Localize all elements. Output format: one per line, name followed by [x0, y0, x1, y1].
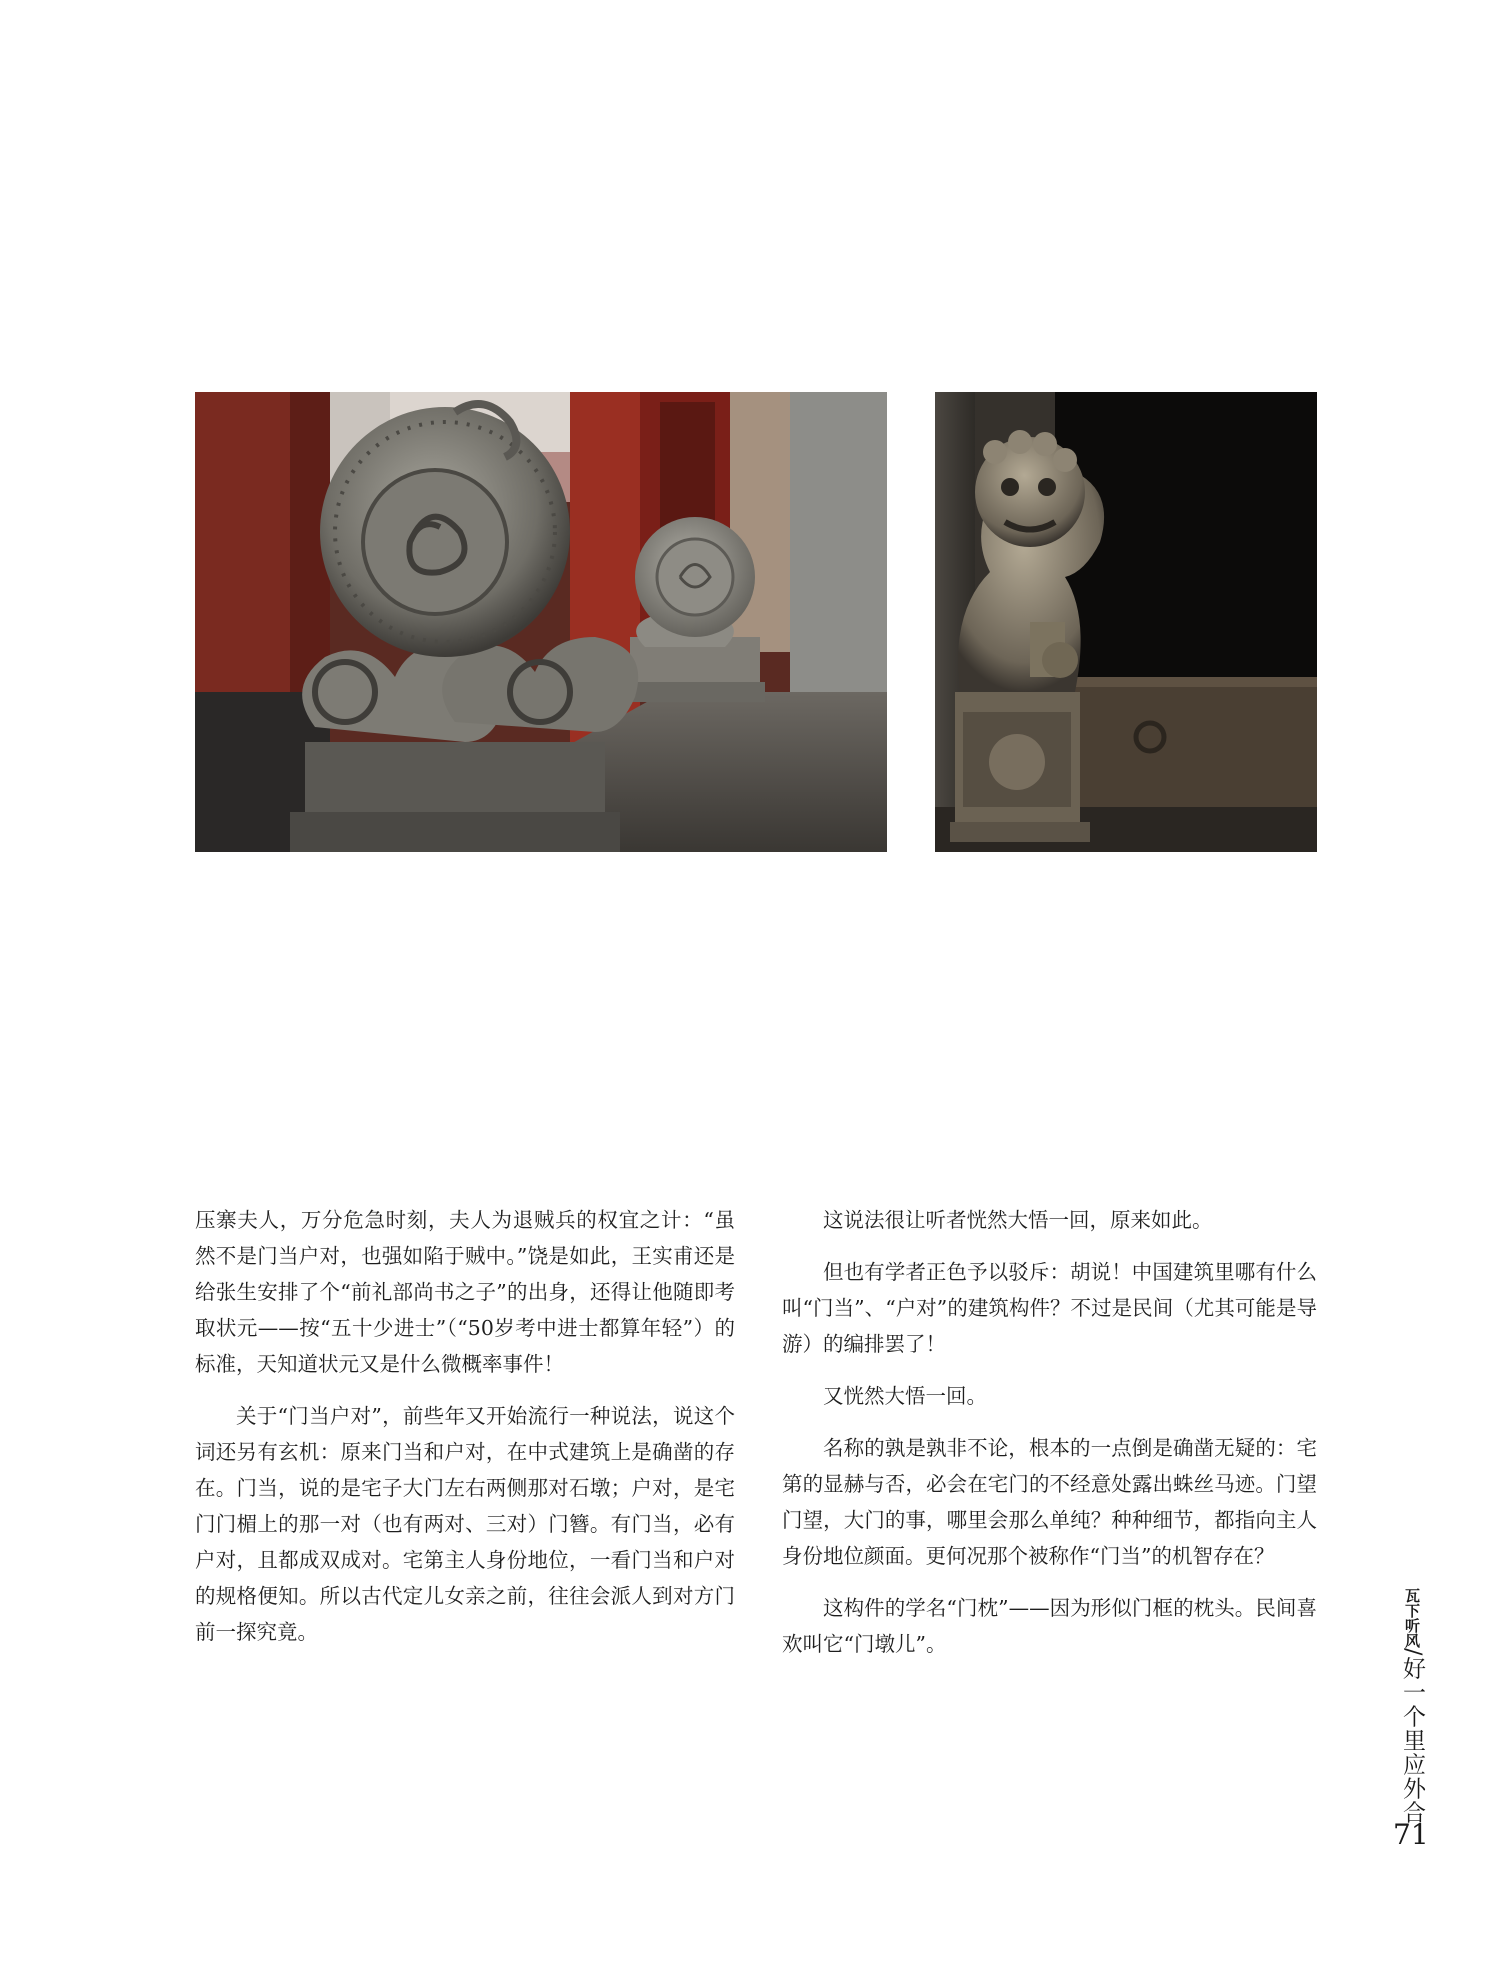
paragraph: 这构件的学名“门枕”——因为形似门框的枕头。民间喜欢叫它“门墩儿”。 — [782, 1596, 1317, 1656]
paragraph: 关于“门当户对”，前些年又开始流行一种说法，说这个词还另有玄机：原来门当和户对，在中式建筑上是确凿的存在。门当，说的是宅子大门左右两侧那对石墩；户对，是宅门门楣上的那一对（也有两对、三对）门簪。有门当，必有户对，且都成双成对。宅第主人身份地位，一看门当和户对的规格便知。所以古代定儿女亲之前，往往会派人到对方门前一探究竟。 — [195, 1404, 735, 1644]
paragraph: 名称的孰是孰非不论，根本的一点倒是确凿无疑的：宅第的显赫与否，必会在宅门的不经意处露出蛛丝马迹。门望门望，大门的事，哪里会那么单纯？种种细节，都指向主人身份地位颜面。更何况那个被称作“门当”的机智存在？ — [782, 1436, 1317, 1568]
stone-drum-photo — [195, 392, 887, 852]
paragraph: 又恍然大悟一回。 — [823, 1384, 987, 1408]
separator: / — [1400, 1648, 1425, 1657]
running-header — [1396, 1588, 1429, 1824]
body-column-left — [195, 1202, 735, 1666]
section-title: 瓦下听风 — [1403, 1588, 1421, 1648]
stone-lion-photo — [935, 392, 1317, 852]
paragraph: 但也有学者正色予以驳斥：胡说！中国建筑里哪有什么叫“门当”、“户对”的建筑构件？不过是民间（尤其可能是导游）的编排罢了！ — [782, 1260, 1317, 1356]
page-number: 71 — [1393, 1818, 1429, 1851]
paragraph: 这说法很让听者恍然大悟一回，原来如此。 — [823, 1208, 1213, 1232]
body-column-right — [782, 1202, 1317, 1678]
chapter-title: 好一个里应外合 — [1399, 1656, 1425, 1825]
paragraph: 压寨夫人，万分危急时刻，夫人为退贼兵的权宜之计：“虽然不是门当户对，也强如陷于贼中。”饶是如此，王实甫还是给张生安排了个“前礼部尚书之子”的出身，还得让他随即考取状元——按“五十少进士”（“50岁考中进士都算年轻”）的标准，天知道状元又是什么微概率事件！ — [195, 1208, 735, 1376]
